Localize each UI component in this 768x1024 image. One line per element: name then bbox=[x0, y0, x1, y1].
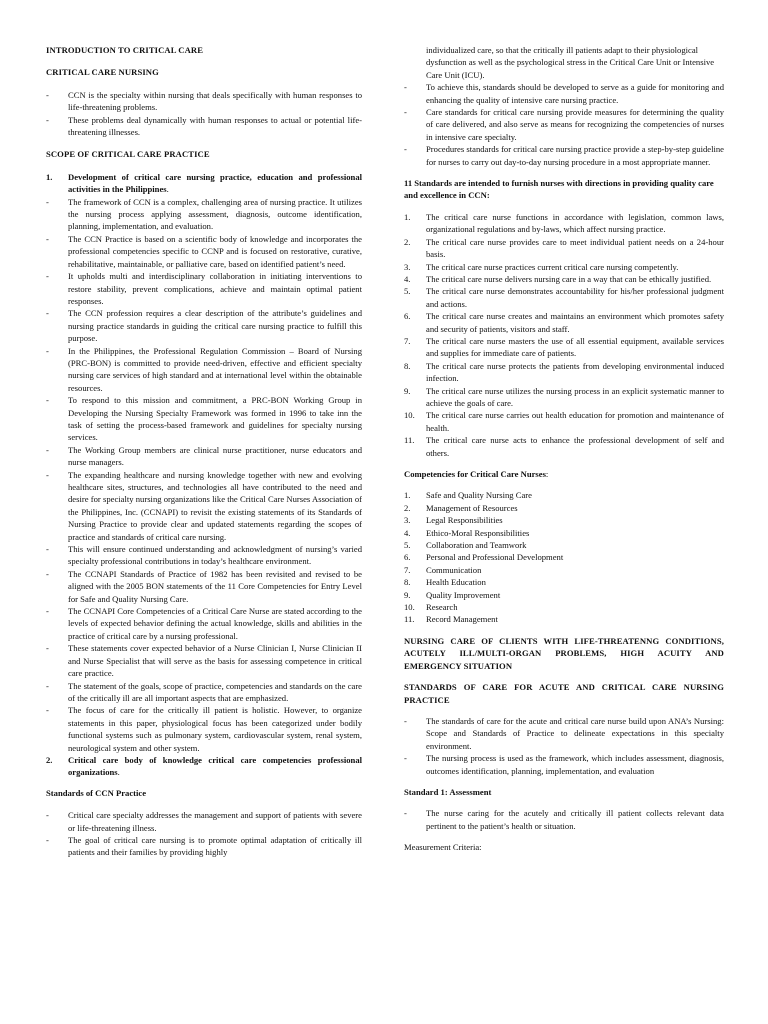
list-item-text: Personal and Professional Development bbox=[426, 552, 564, 563]
list-item bbox=[404, 576, 724, 588]
item-number: 11. bbox=[404, 614, 415, 625]
list-item: - The CCNAPI Core Competencies of a Critical Care Nurse are stated according to the levels of expected behavior defining the actual knowledge, skills and abilities in the practice of critical care by a nursing professional. bbox=[46, 605, 362, 642]
item-number: 2. bbox=[404, 236, 411, 247]
list-item: - The goal of critical care nursing is to promote optimal adaptation of critically ill patients and their families by providing highly bbox=[46, 834, 362, 859]
list-item bbox=[404, 360, 724, 385]
list-item: - Care standards for critical care nursing provide measures for determining the quality of care delivered, and also serve as means for recognizing the competencies of nurses in intensive care specialty. bbox=[404, 106, 724, 143]
list-item-text: Legal Responsibilities bbox=[426, 515, 503, 526]
list-item: - The nursing process is used as the framework, which includes assessment, diagnosis, outcomes identification, planning, implementation, and evaluation bbox=[404, 752, 724, 777]
section-heading-critical-care-nursing: CRITICAL CARE NURSING bbox=[46, 67, 159, 78]
list-item bbox=[404, 489, 724, 501]
list-item bbox=[404, 564, 724, 576]
list-item: - Critical care specialty addresses the management and support of patients with severe or life-threatening illness. bbox=[46, 809, 362, 834]
list-item-text: The critical care nurse acts to enhance the professional development of self and others. bbox=[426, 435, 724, 458]
list-item bbox=[404, 236, 724, 261]
list-item bbox=[404, 385, 724, 410]
list-item-text: Research bbox=[426, 602, 458, 613]
list-item: - The framework of CCN is a complex, challenging area of nursing practice. It utilizes the nursing process applying assessment, diagnosis, outcome identification, planning, implementation, and evaluation. bbox=[46, 196, 362, 233]
list-item-text: Quality Improvement bbox=[426, 589, 501, 600]
item-number: 3. bbox=[404, 515, 411, 526]
right-column bbox=[404, 44, 724, 854]
item-number: 2. bbox=[46, 754, 53, 765]
ccn-bullet-list bbox=[46, 89, 362, 139]
competencies-list bbox=[404, 489, 724, 625]
list-item bbox=[404, 527, 724, 539]
list-item: - CCN is the specialty within nursing that deals specifically with human responses to life-threatening problems. bbox=[46, 89, 362, 114]
scope-item-1-bullets bbox=[46, 196, 362, 754]
list-item: - These problems deal dynamically with human responses to actual or potential life-threatening illnesses. bbox=[46, 114, 362, 139]
list-item-text: Health Education bbox=[426, 577, 486, 588]
list-item: - The statement of the goals, scope of practice, competencies and standards on the care of the critically ill are all important aspects that are emphasized. bbox=[46, 680, 362, 705]
list-item-text: Management of Resources bbox=[426, 502, 518, 513]
scope-item-2: 2. Critical care body of knowledge critical care competencies professional organizations. bbox=[46, 754, 362, 778]
list-item bbox=[404, 613, 724, 625]
list-item bbox=[404, 335, 724, 360]
list-item bbox=[404, 551, 724, 563]
list-item: - The standards of care for the acute and critical care nurse build upon ANA’s Nursing: Scope and Standards of Practice to delineate expectations in this specialty environment. bbox=[404, 715, 724, 752]
item-number: 8. bbox=[404, 360, 411, 371]
list-item-text: The critical care nurse provides care to meet individual patient needs on a 24-hour basis. bbox=[426, 236, 724, 260]
standards-11-heading: 11 Standards are intended to furnish nurses with directions in providing quality care and excellence in CCN: bbox=[404, 178, 714, 201]
list-item: - The CCN profession requires a clear description of the attribute’s guidelines and nursing practice standards in guiding the critical care nursing practice to fulfill this purpose. bbox=[46, 307, 362, 344]
list-item: - These statements cover expected behavior of a Nurse Clinician I, Nurse Clinician II and Nurse Specialist that will serve as the basis for assessing competence in critical care practice. bbox=[46, 642, 362, 679]
list-item: - The CCNAPI Standards of Practice of 1982 has been revisited and revised to be aligned with the 2005 BON statements of the 11 Core Competencies for Entry Level for Safe and Quality Nursing Care. bbox=[46, 568, 362, 605]
document-title: INTRODUCTION TO CRITICAL CARE bbox=[46, 45, 204, 55]
item-number: 4. bbox=[404, 527, 411, 538]
list-item-text: The critical care nurse demonstrates accountability for his/her professional judgment and actions. bbox=[426, 286, 724, 309]
scope-item-1: 1. Development of critical care nursing practice, education and professional activities in the Philippines. - The framework of CCN is a complex, challenging area of nursing practice. It utilizes the nursing process applying assessment, diagnosis, outcome identification, planning, implementation, and evaluation. - The CCN Practice is based on a scientific body of knowledge and incorporates the professional competencies specific to CCNP and is focused on restorative, curative, rehabilitative, maintainable, or palliative care, based on identified patient’s need. - It upholds multi and interdisciplinary collaboration in initiating interventions to restore stability, prevent complications, achieve and maintain optimal patient responses. - The CCN profession requires a clear description of the attribute’s guidelines and nursing practice standards in guiding the critical care nursing practice to fulfill this purpose. - In the Philippines, the Professional Regulation Commission – Board of Nursing (PRC-BON) is committed to provide need-driven, effective and efficient specialty nursing care services of high standard and at international level within the obtainable resources. - To respond to this mission and commitment, a PRC-BON Working Group in Developing the Nursing Specialty Framework was formed in 1996 to take inn the task of setting the process-based framework and guidelines for specialty nursing services. - The Working Group members are clinical nurse practitioner, nurse educators and nurse managers. - The expanding healthcare and nursing knowledge together with new and evolving healthcare sites, structures, and technologies all have contributed to the need and desire for specialty nursing organizations like the Critical Care Nurses Association of the Philippines, Inc. (CCNAPI) to revisit the existing statements of its Standards of Nursing Practice to provide clear and updated statements regarding the scopes of practice and standards of critical care nursing. - This will ensure continued understanding and acknowledgment of nursing’s varied specialty professional contributions in today’s healthcare environment. - The CCNAPI Standards of Practice of 1982 has been revisited and revised to be aligned with the 2005 BON statements of the 11 Core Competencies for Entry Level for Safe and Quality Nursing Care. - The CCNAPI Core Competencies of a Critical Care Nurse are stated according to the levels of expected behavior defining the actual knowledge, skills and abilities in the practice of critical care by a nursing professional. - These statements cover expected behavior of a Nurse Clinician I, Nurse Clinician II and Nurse Specialist that will serve as the basis for assessing competence in critical care practice. - The statement of the goals, scope of practice, competencies and standards on the care of the critically ill are all important aspects that are emphasized. - The focus of care for the critically ill patient is holistic. However, to organize statements in this paper, physiological focus has been categorized under bodily functional systems such as pulmonary system, cardiovascular system, renal system, neurological system and other system. bbox=[46, 171, 362, 754]
item-number: 4. bbox=[404, 273, 411, 284]
list-item bbox=[404, 589, 724, 601]
item-number: 7. bbox=[404, 335, 411, 346]
standards-ccn-bullets bbox=[46, 809, 362, 859]
list-item-text: The critical care nurse protects the patients from developing environmental induced infection. bbox=[426, 360, 724, 384]
list-item: - In the Philippines, the Professional Regulation Commission – Board of Nursing (PRC-BON) is committed to provide need-driven, effective and efficient specialty nursing care services of high standard and at international level within the obtainable resources. bbox=[46, 345, 362, 395]
list-item: - This will ensure continued understanding and acknowledgment of nursing’s varied specialty professional contributions in today’s healthcare environment. bbox=[46, 543, 362, 568]
list-item: - The CCN Practice is based on a scientific body of knowledge and incorporates the professional competencies specific to CCNP and is focused on restorative, curative, rehabilitative, maintainable, or palliative care, based on identified patient’s need. bbox=[46, 233, 362, 270]
list-item bbox=[404, 502, 724, 514]
item-number: 1. bbox=[46, 171, 53, 182]
list-item-text: The critical care nurse carries out health education for promotion and maintenance of health. bbox=[426, 410, 724, 433]
section-heading-scope: SCOPE OF CRITICAL CARE PRACTICE bbox=[46, 149, 210, 160]
item-number: 5. bbox=[404, 540, 411, 551]
standards-purpose-bullets bbox=[404, 81, 724, 168]
item-number: 9. bbox=[404, 589, 411, 600]
item-number: 1. bbox=[404, 490, 411, 501]
scope-numbered-list bbox=[46, 171, 362, 779]
item-number: 3. bbox=[404, 261, 411, 272]
standard-1-heading: Standard 1: Assessment bbox=[404, 786, 492, 797]
continuation-text: individualized care, so that the critically ill patients adapt to their physiological dysfunction as well as the psychological stress in the Critical Care Unit or Intensive Care Unit (ICU). bbox=[426, 45, 715, 80]
list-item bbox=[404, 539, 724, 551]
list-item: - To achieve this, standards should be developed to serve as a guide for monitoring and enhancing the quality of intensive care nursing practice. bbox=[404, 81, 724, 106]
list-item-text: Record Management bbox=[426, 614, 498, 625]
item-number: 9. bbox=[404, 385, 411, 396]
list-item: - To respond to this mission and commitment, a PRC-BON Working Group in Developing the Nursing Specialty Framework was formed in 1996 to take inn the task of setting the process-based framework and guidelines for specialty nursing services. bbox=[46, 394, 362, 444]
list-item-text: The critical care nurse utilizes the nursing process in an explicit systematic manner to achieve the goals of care. bbox=[426, 385, 724, 408]
list-item-text: Communication bbox=[426, 564, 482, 575]
list-item bbox=[404, 211, 724, 236]
scope-item-2-title: Critical care body of knowledge critical care competencies professional organizations bbox=[68, 754, 362, 778]
list-item-text: Collaboration and Teamwork bbox=[426, 540, 527, 551]
measurement-criteria-label: Measurement Criteria: bbox=[404, 842, 482, 853]
standards-11-list bbox=[404, 211, 724, 459]
list-item-text: The critical care nurse masters the use of all essential equipment, available services and supplies for immediate care of patients. bbox=[426, 335, 724, 359]
list-item bbox=[404, 601, 724, 613]
list-item: - The Working Group members are clinical nurse practitioner, nurse educators and nurse managers. bbox=[46, 444, 362, 469]
competencies-colon: : bbox=[545, 469, 549, 479]
item-number: 7. bbox=[404, 564, 411, 575]
item-number: 5. bbox=[404, 286, 411, 297]
list-item bbox=[404, 409, 724, 434]
list-item bbox=[404, 285, 724, 310]
list-item bbox=[404, 261, 724, 273]
list-item: - It upholds multi and interdisciplinary collaboration in initiating interventions to restore stability, prevent complications, achieve and maintain optimal patient responses. bbox=[46, 270, 362, 307]
nursing-care-heading: NURSING CARE OF CLIENTS WITH LIFE-THREATENNG CONDITIONS, ACUTELY ILL/MULTI-ORGAN PROBLEMS, HIGH ACUITY AND EMERGENCY SITUATION bbox=[404, 635, 724, 671]
list-item bbox=[404, 310, 724, 335]
list-item-text: Safe and Quality Nursing Care bbox=[426, 490, 532, 501]
item-number: 8. bbox=[404, 577, 411, 588]
list-item-text: The critical care nurse practices current critical care nursing competently. bbox=[426, 261, 679, 272]
item-number: 6. bbox=[404, 552, 411, 563]
list-item-text: The critical care nurse creates and maintains an environment which promotes safety and security of patients, visitors and staff. bbox=[426, 311, 724, 334]
list-item: - Procedures standards for critical care nursing practice provide a step-by-step guideline for nurses to carry out day-to-day nursing procedure in a most appropriate manner. bbox=[404, 143, 724, 168]
item-number: 1. bbox=[404, 211, 411, 222]
list-item bbox=[404, 434, 724, 459]
item-number: 6. bbox=[404, 311, 411, 322]
list-item-text: The critical care nurse functions in accordance with legislation, common laws, organizational regulations and by-laws, which affect nursing practice. bbox=[426, 211, 724, 235]
competencies-heading: Competencies for Critical Care Nurses bbox=[404, 469, 546, 479]
standards-ccn-heading: Standards of CCN Practice bbox=[46, 787, 147, 798]
standards-of-care-heading: STANDARDS OF CARE FOR ACUTE AND CRITICAL CARE NURSING PRACTICE bbox=[404, 682, 724, 705]
item-number: 2. bbox=[404, 502, 411, 513]
list-item bbox=[404, 273, 724, 285]
scope-item-1-title: Development of critical care nursing practice, education and professional activities in the Philippines bbox=[68, 171, 362, 195]
list-item-text: The critical care nurse delivers nursing care in a way that can be ethically justified. bbox=[426, 273, 712, 284]
standard-1-bullets bbox=[404, 807, 724, 832]
item-number: 10. bbox=[404, 410, 415, 421]
item-number: 10. bbox=[404, 602, 415, 613]
list-item-text: Ethico-Moral Responsibilities bbox=[426, 527, 530, 538]
left-column bbox=[46, 44, 362, 859]
list-item: - The expanding healthcare and nursing knowledge together with new and evolving healthcare sites, structures, and technologies all have contributed to the need and desire for specialty nursing organizations like the Critical Care Nurses Association of the Philippines, Inc. (CCNAPI) to revisit the existing statements of its Standards of Nursing Practice to provide clear and updated statements regarding the scopes of practice and standards of critical care nursing. bbox=[46, 469, 362, 543]
list-item bbox=[404, 514, 724, 526]
list-item: - The focus of care for the critically ill patient is holistic. However, to organize statements in this paper, physiological focus has been categorized under bodily functional systems such as pulmonary system, cardiovascular system, renal system, neurological system and other system. bbox=[46, 704, 362, 754]
item-number: 11. bbox=[404, 435, 415, 446]
standards-of-care-bullets bbox=[404, 715, 724, 777]
list-item: - The nurse caring for the acutely and critically ill patient collects relevant data pertinent to the patient’s health or situation. bbox=[404, 807, 724, 832]
